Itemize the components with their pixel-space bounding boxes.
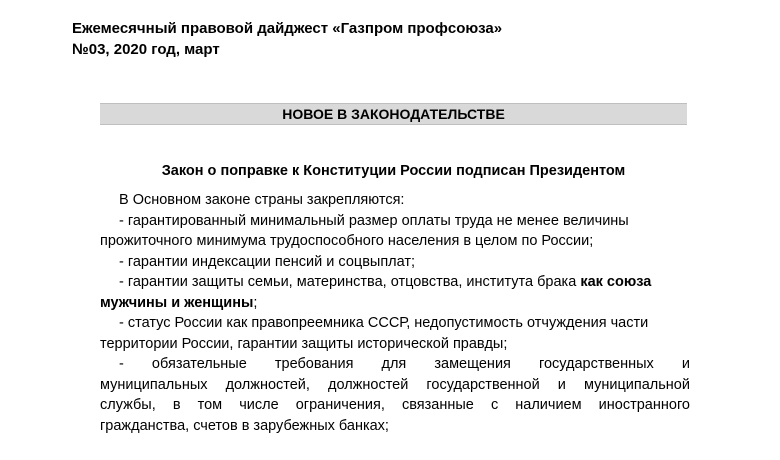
- word: связанные: [402, 397, 474, 413]
- word: с: [490, 397, 499, 413]
- list-item-5-line-1: [100, 354, 690, 375]
- word: должностей: [328, 376, 409, 393]
- list-item-3-bold-2: мужчины и женщины: [100, 294, 254, 311]
- list-item-5-line-4: гражданства, счетов в зарубежных банках;: [100, 417, 389, 434]
- list-item-3-end: ;: [253, 294, 258, 311]
- list-item-1-line-2: прожиточного минимума трудоспособного населения в целом по России;: [100, 233, 594, 249]
- word: наличием: [515, 397, 582, 413]
- word: числе: [239, 397, 279, 413]
- word: для: [381, 356, 407, 372]
- word: ограничения,: [295, 397, 385, 413]
- article-body: [100, 190, 690, 436]
- word: государственной: [426, 376, 540, 393]
- list-item-3-text: - гарантии защиты семьи, материнства, отцовства, института брака: [119, 274, 581, 290]
- list-item-3-line-1: [100, 272, 690, 293]
- word: муниципальных: [100, 376, 208, 393]
- word: замещения: [434, 356, 511, 372]
- word: и: [681, 356, 690, 372]
- list-item-4-line-1: - статус России как правопреемника СССР, недопустимость отчуждения части: [119, 315, 649, 331]
- digest-issue: №03, 2020 год, март: [72, 41, 220, 58]
- section-heading-band: [100, 103, 687, 125]
- list-item-4-line-2: территории России, гарантии защиты исторической правды;: [100, 335, 508, 352]
- list-item-5-line-3: [100, 395, 690, 416]
- list-item-3-line-2: [100, 293, 690, 314]
- word: государственных: [538, 356, 654, 372]
- list-item-1-line-1: - гарантированный минимальный размер оплаты труда не менее величины: [119, 212, 629, 229]
- word: -: [119, 356, 124, 372]
- word: том: [197, 397, 223, 413]
- section-heading: НОВОЕ В ЗАКОНОДАТЕЛЬСТВЕ: [282, 106, 505, 122]
- word: и: [557, 376, 566, 393]
- digest-title: Ежемесячный правовой дайджест «Газпром профсоюза»: [72, 20, 503, 37]
- word: должностей,: [225, 376, 310, 393]
- word: обязательные: [151, 356, 247, 372]
- word: муниципальной: [583, 376, 690, 393]
- article-intro: В Основном законе страны закрепляются:: [119, 192, 405, 208]
- word: в: [172, 397, 181, 413]
- word: требования: [274, 356, 354, 372]
- word: иностранного: [598, 397, 690, 413]
- list-item-5-line-2: [100, 375, 690, 396]
- list-item-3-bold-1: как союза: [580, 274, 652, 290]
- list-item-2: - гарантии индексации пенсий и соцвыплат;: [119, 253, 416, 270]
- word: службы,: [100, 397, 156, 413]
- article-title: Закон о поправке к Конституции России подписан Президентом: [161, 163, 626, 179]
